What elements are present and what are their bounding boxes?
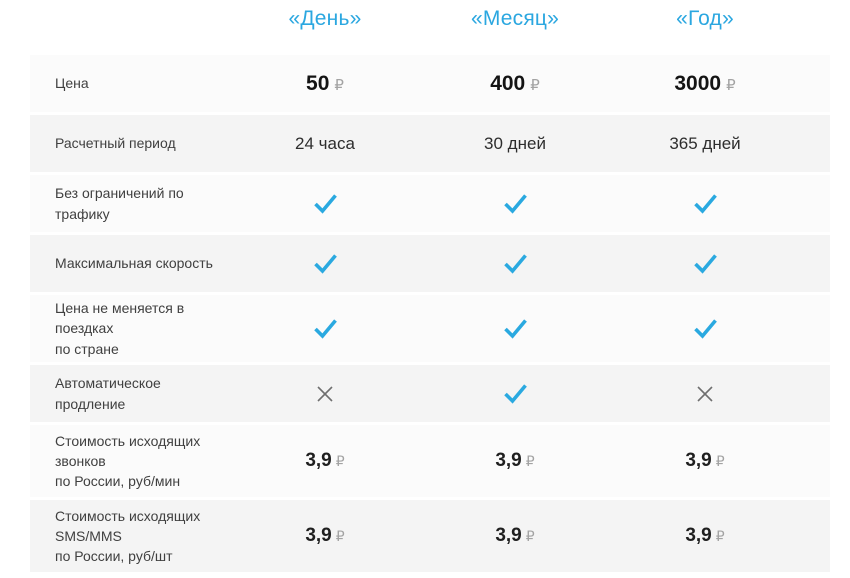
check-icon: [313, 318, 338, 339]
check-icon: [503, 318, 528, 339]
table-row-calls-cost: [30, 425, 830, 497]
row-label: Цена не меняется в поездках по стране: [55, 300, 185, 357]
table-header-row: [30, 0, 830, 55]
price-amount: 3,9: [305, 450, 332, 471]
check-icon: [503, 193, 528, 214]
table-row-period: [30, 115, 830, 172]
ruble-sign: ₽: [715, 528, 725, 544]
row-label: Без ограничений по трафику: [55, 185, 184, 222]
price-cell-year: [610, 450, 800, 472]
period-cell-month: 30 дней: [484, 133, 546, 153]
check-icon: [693, 193, 718, 214]
check-icon: [313, 253, 338, 274]
ruble-sign: ₽: [525, 453, 535, 469]
price-cell-day: [230, 450, 420, 472]
table-row-unlimited-traffic: [30, 175, 830, 232]
ruble-sign: ₽: [715, 453, 725, 469]
mark-cell-year: [610, 193, 800, 214]
price-amount: 400: [490, 71, 526, 95]
price-cell-month: [420, 72, 610, 96]
price-amount: 3,9: [495, 450, 522, 471]
check-icon: [313, 193, 338, 214]
ruble-sign: ₽: [726, 76, 736, 94]
price-amount: 3,9: [685, 450, 712, 471]
price-cell-day: [230, 72, 420, 96]
mark-cell-month: [420, 383, 610, 404]
mark-cell-year: [610, 385, 800, 403]
price-amount: 50: [306, 71, 330, 95]
price-cell-year: [610, 525, 800, 547]
mark-cell-day: [230, 193, 420, 214]
tariff-comparison-table: [30, 0, 830, 572]
price-amount: 3,9: [685, 525, 712, 546]
check-icon: [693, 318, 718, 339]
mark-cell-month: [420, 193, 610, 214]
cross-icon: [696, 385, 714, 403]
mark-cell-day: [230, 385, 420, 403]
ruble-sign: ₽: [335, 453, 345, 469]
tariff-header-month[interactable]: «Месяц»: [470, 7, 560, 30]
row-label: Расчетный период: [55, 135, 176, 152]
mark-cell-day: [230, 253, 420, 274]
table-row-sms-cost: [30, 500, 830, 572]
price-cell-year: [610, 72, 800, 96]
tariff-header-year[interactable]: «Год»: [676, 7, 734, 30]
price-cell-month: [420, 450, 610, 472]
price-amount: 3000: [674, 71, 722, 95]
row-label: Автоматическое продление: [55, 375, 161, 412]
row-label: Стоимость исходящих звонков по России, руб/мин: [55, 432, 201, 490]
check-icon: [503, 383, 528, 404]
ruble-sign: ₽: [335, 528, 345, 544]
cross-icon: [316, 385, 334, 403]
table-row-auto-renewal: [30, 365, 830, 422]
check-icon: [503, 253, 528, 274]
row-label: Максимальная скорость: [55, 255, 213, 272]
period-cell-year: 365 дней: [669, 133, 741, 153]
table-row-fixed-price-travel: [30, 295, 830, 362]
price-amount: 3,9: [305, 525, 332, 546]
price-cell-day: [230, 525, 420, 547]
table-row-max-speed: [30, 235, 830, 292]
row-label: Стоимость исходящих SMS/MMS по России, руб/шт: [55, 507, 201, 565]
ruble-sign: ₽: [525, 528, 535, 544]
mark-cell-day: [230, 318, 420, 339]
mark-cell-month: [420, 253, 610, 274]
period-cell-day: 24 часа: [295, 133, 355, 153]
price-cell-month: [420, 525, 610, 547]
row-label: Цена: [55, 75, 89, 92]
tariff-header-day[interactable]: «День»: [288, 7, 362, 30]
mark-cell-year: [610, 253, 800, 274]
ruble-sign: ₽: [530, 76, 540, 94]
mark-cell-month: [420, 318, 610, 339]
mark-cell-year: [610, 318, 800, 339]
ruble-sign: ₽: [334, 76, 344, 94]
check-icon: [693, 253, 718, 274]
table-row-price: [30, 55, 830, 112]
price-amount: 3,9: [495, 525, 522, 546]
